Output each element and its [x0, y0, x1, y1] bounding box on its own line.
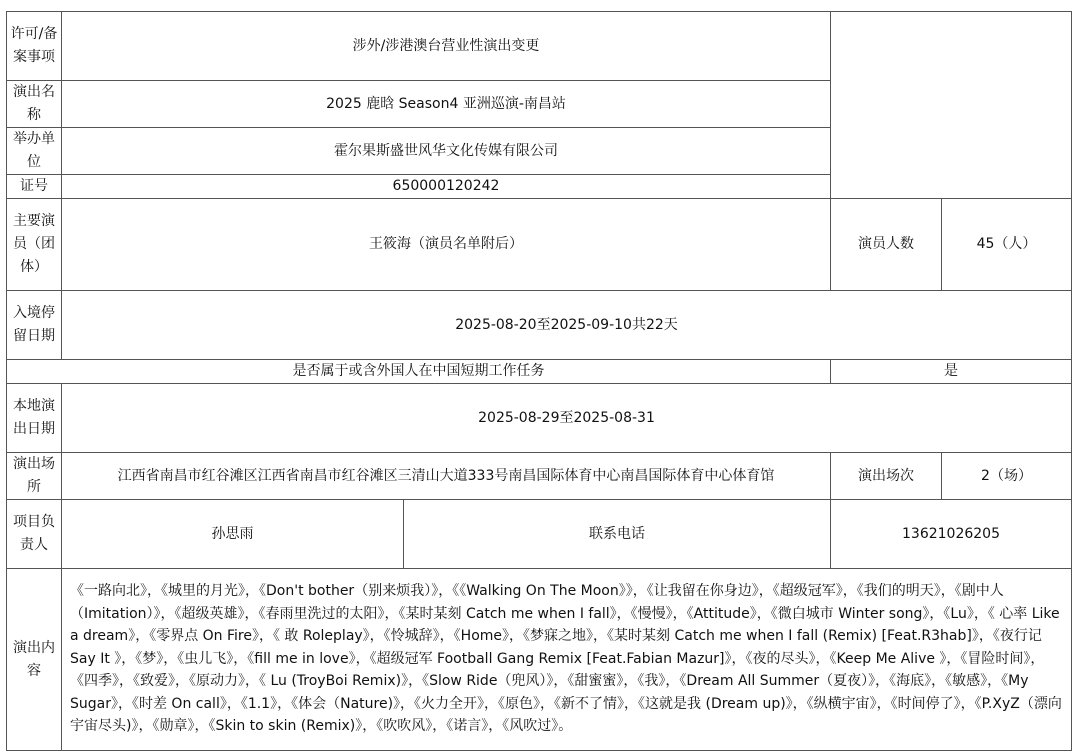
label-main-performers: 主要演员（团体） — [7, 199, 62, 291]
label-short-term: 是否属于或含外国人在中国短期工作任务 — [7, 360, 831, 384]
value-local-dates: 2025-08-29至2025-08-31 — [62, 384, 1072, 453]
label-show-name: 演出名称 — [7, 81, 62, 128]
permit-table — [6, 11, 1072, 751]
value-show-times: 2（场） — [942, 453, 1072, 500]
label-contact-phone: 联系电话 — [404, 500, 831, 569]
value-organizer: 霍尔果斯盛世风华文化传媒有限公司 — [62, 128, 831, 175]
label-local-dates: 本地演出日期 — [7, 384, 62, 453]
value-contact-phone: 13621026205 — [831, 500, 1072, 569]
value-venue: 江西省南昌市红谷滩区江西省南昌市红谷滩区三清山大道333号南昌国际体育中心南昌国际体育中心体育馆 — [62, 453, 831, 500]
label-show-times: 演出场次 — [831, 453, 942, 500]
label-entry-stay: 入境停留日期 — [7, 291, 62, 360]
blank-cell — [831, 12, 1072, 199]
value-cert-no: 650000120242 — [62, 175, 831, 199]
label-project-lead: 项目负责人 — [7, 500, 62, 569]
value-entry-stay: 2025-08-20至2025-09-10共22天 — [62, 291, 1072, 360]
value-content: 《一路向北》，《城里的月光》，《Don't bother（别来烦我）》，《《Walking On The Moon》》，《让我留在你身边》，《超级冠军》，《我们的明天》，《剧中人（Imitation）》，《超级英雄》，《春雨里洗过的太阳》，《某时某刻 Catch me when I fall》，《慢慢》，《Attitude》，《微白城市 Winter song》，《Lu》，《 心率 Like a dream》，《零界点 On Fire》，《 敢 Roleplay》，《怜城辞》，《Home》，《梦寐之地》，《某时某刻 Catch me when I fall (Remix) [Feat.R3hab]》，《夜行记 Say It 》，《梦》，《虫儿飞》，《fill me in love》，《超级冠军 Football Gang Remix [Feat.Fabian Mazur]》，《夜的尽头》，《Keep Me Alive 》，《冒险时间》，《四季》，《致爱》，《原动力》，《 Lu (TroyBoi Remix)》，《Slow Ride（兜风）》，《甜蜜蜜》，《我》，《Dream All Summer（夏夜）》，《海底》，《敏感》，《My Sugar》，《时差 On call》，《1.1》，《体会（Nature)》，《火力全开》，《原色》，《新不了情》，《这就是我 (Dream up)》，《纵横宇宙》，《时间停了》，《P.XyZ（漂向宇宙尽头)》，《勋章》，《Skin to skin (Remix)》，《吹吹风》，《诺言》，《风吹过》。 — [62, 569, 1072, 751]
label-performer-count: 演员人数 — [831, 199, 942, 291]
label-content: 演出内容 — [7, 569, 62, 751]
value-project-lead: 孙思雨 — [62, 500, 404, 569]
label-item-type: 许可/备案事项 — [7, 12, 62, 81]
value-item-type: 涉外/涉港澳台营业性演出变更 — [62, 12, 831, 81]
value-performer-count: 45（人） — [942, 199, 1072, 291]
label-organizer: 举办单位 — [7, 128, 62, 175]
label-venue: 演出场所 — [7, 453, 62, 500]
label-cert-no: 证号 — [7, 175, 62, 199]
value-main-performers: 王筱海（演员名单附后） — [62, 199, 831, 291]
value-show-name: 2025 鹿晗 Season4 亚洲巡演-南昌站 — [62, 81, 831, 128]
value-short-term: 是 — [831, 360, 1072, 384]
